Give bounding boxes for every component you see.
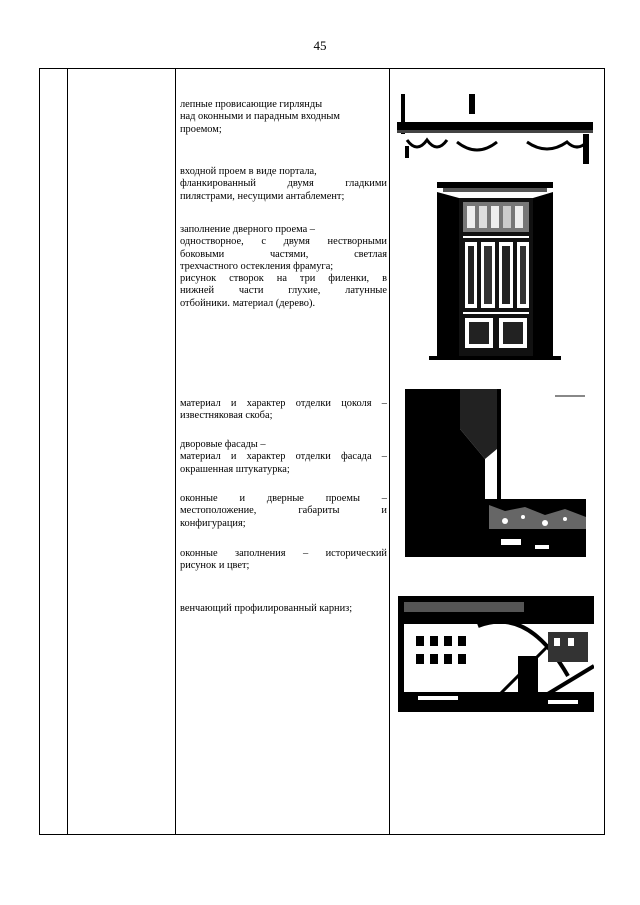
- stucco-garlands-text: [180, 99, 387, 136]
- text-line: известняковая скоба;: [180, 410, 273, 422]
- text-line: венчающий профилированный карниз;: [180, 603, 353, 614]
- text-line: рисунок и цвет;: [180, 560, 250, 572]
- description-column: [180, 69, 387, 834]
- portal-entrance-image: [397, 94, 593, 364]
- text-line: материал и характер отделки цоколя –: [180, 398, 387, 409]
- courtyard-facade-image: [405, 389, 586, 557]
- window-infill-text: [180, 548, 387, 573]
- plinth-finish-text: [180, 398, 387, 423]
- cornice-text: [180, 603, 387, 615]
- text-line: оконные заполнения – исторический: [180, 548, 387, 559]
- text-line: лепные провисающие гирлянды: [180, 99, 323, 110]
- courtyard-facades-text: [180, 439, 387, 476]
- text-line: материал и характер отделки фасада –: [180, 451, 387, 463]
- text-line: входной проем в виде портала,: [180, 166, 317, 177]
- heritage-table: [39, 68, 605, 835]
- portal-entrance-text: [180, 166, 387, 203]
- text-line: проемом;: [180, 123, 222, 135]
- text-line: заполнение дверного проема –: [180, 224, 315, 235]
- text-line: пилястрами, несущими антаблемент;: [180, 190, 345, 202]
- text-line: фланкированный двумя гладкими: [180, 178, 387, 190]
- window-door-openings-text: [180, 493, 387, 530]
- text-line: рисунок створок на три филенки, в: [180, 273, 387, 285]
- text-line: нижней части глухие, латунные: [180, 285, 387, 297]
- text-line: над оконными и парадным входным: [180, 111, 340, 123]
- column-divider-1: [67, 69, 68, 834]
- text-line: боковыми частями, светлая: [180, 248, 387, 260]
- text-line: конфигурация;: [180, 517, 246, 529]
- portal-entrance-photo: [397, 94, 593, 364]
- text-line: оконные и дверные проемы –: [180, 493, 387, 504]
- page-number: 45: [313, 38, 327, 53]
- text-line: местоположение, габариты и: [180, 505, 387, 517]
- cornice-photo: [398, 596, 594, 712]
- courtyard-facade-photo: [405, 389, 586, 557]
- text-line: отбойники. материал (дерево).: [180, 297, 316, 309]
- text-line: трехчастного остекления фрамуга;: [180, 260, 334, 272]
- text-line: окрашенная штукатурка;: [180, 463, 290, 475]
- door-infill-text: [180, 224, 387, 310]
- cornice-image: [398, 596, 594, 712]
- column-divider-3: [389, 69, 390, 834]
- text-line: одностворное, с двумя нестворными: [180, 236, 387, 248]
- text-line: дворовые фасады –: [180, 439, 266, 450]
- column-divider-2: [175, 69, 176, 834]
